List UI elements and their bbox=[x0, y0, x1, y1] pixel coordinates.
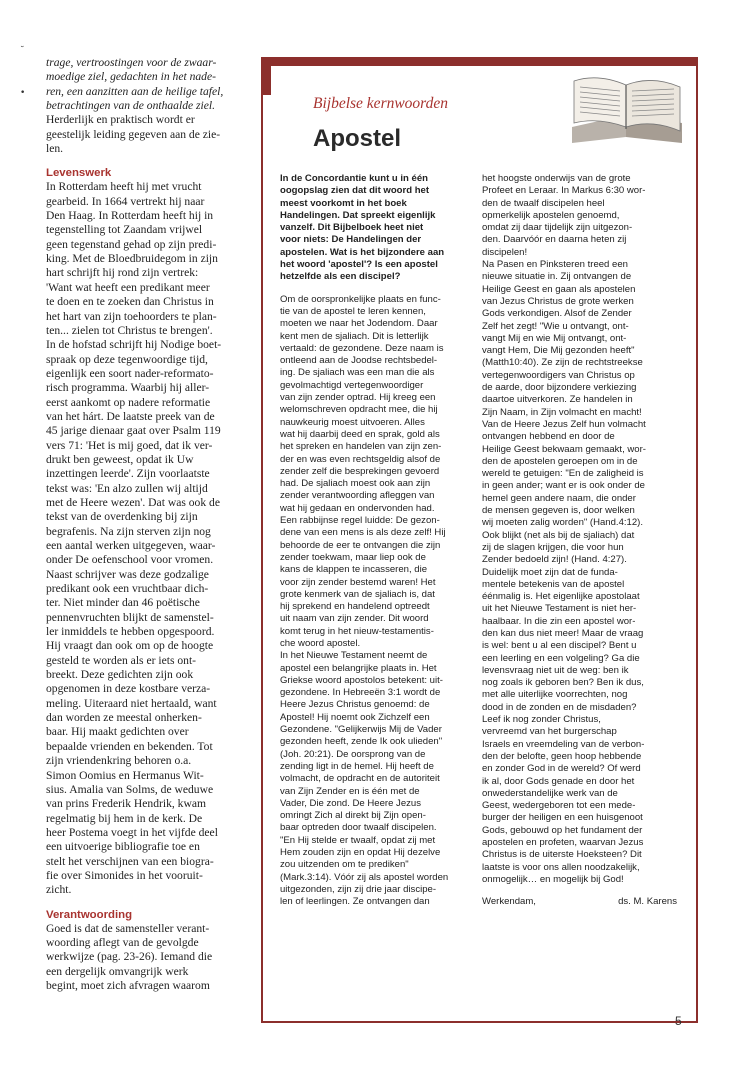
text-line: en zonder God in de wereld? Of werd bbox=[482, 763, 641, 775]
text-line: meest voorkomt in het boek bbox=[280, 197, 407, 209]
text-line: Gods, gebouwd op het fundament der bbox=[482, 824, 643, 836]
box-lead bbox=[280, 173, 466, 284]
text-line: werkwijze (pag. 23-26). Iemand die bbox=[46, 950, 213, 964]
text-line: In het Nieuwe Testament neemt de bbox=[280, 650, 428, 662]
open-bible-icon bbox=[568, 67, 686, 145]
text-line: het spreken en handelen van zijn zen- bbox=[280, 441, 442, 453]
text-line: ontleend aan de Joodse rechtsbedel- bbox=[280, 355, 438, 367]
text-line: tekst van de overdenking bij zijn bbox=[46, 510, 198, 524]
box-title: Apostel bbox=[313, 125, 402, 152]
text-line: zending ligt in de hemel. Hij heeft de bbox=[280, 760, 434, 772]
text-line: (Mark.3:14). Vóór zij als apostel worden bbox=[280, 871, 449, 883]
text-line: onder De oefenschool voor vromen. bbox=[46, 553, 214, 567]
text-line: tie van de apostel te leren kennen, bbox=[280, 305, 426, 317]
text-line: den de twaalf discipelen heel bbox=[482, 197, 605, 209]
text-line: zijn vriendenkring behoren o.a. bbox=[46, 754, 192, 768]
text-line: onmogelijk… en mogelijk bij God! bbox=[482, 873, 624, 885]
text-line: Herderlijk en praktisch wordt er bbox=[46, 113, 195, 127]
text-line: moeten we naar het Jodendom. Daar bbox=[280, 318, 438, 330]
text-line: stelt het verschijnen van een biogra- bbox=[46, 854, 214, 868]
text-line: Heilige Geest bekwaam gemaakt, wor- bbox=[482, 443, 646, 455]
text-line: vangt Mij en wie Mij ontvangt, ont- bbox=[482, 332, 627, 344]
text-line: wat hij gedaan en ondervonden had. bbox=[280, 502, 435, 514]
text-line: dan worden ze meestal onherken- bbox=[46, 711, 202, 725]
text-line: Simon Oomius en Hermanus Wit- bbox=[46, 768, 204, 782]
text-line: In de Concordantie kunt u in één bbox=[280, 173, 428, 184]
text-line: fie over Simonides in het vooruit- bbox=[46, 868, 203, 882]
text-line: met de Heere wezen'. Dat was ook de bbox=[46, 495, 220, 509]
text-line: 'Want wat heeft een predikant meer bbox=[46, 280, 210, 294]
text-line: haalbaar. In die zin een apostel wor- bbox=[482, 615, 636, 627]
text-line: vanzelf. Dit Bijbelboek heet niet bbox=[280, 222, 424, 234]
text-line: apostelen. Wat is het bijzondere aan bbox=[280, 246, 445, 258]
text-line: Heilige Geest en gaan als apostelen bbox=[482, 283, 636, 295]
text-line: vangt Hem, Die Mij gezonden heeft" bbox=[482, 345, 635, 357]
text-line: wat hij daarbij deed en sprak, gold als bbox=[280, 428, 440, 440]
text-line: In Rotterdam heeft hij met vrucht bbox=[46, 180, 202, 194]
text-line: gezonden heeft, zende Ik ook ulieden" bbox=[280, 736, 443, 748]
text-line: de aarde, door bijzondere verkiezing bbox=[482, 382, 637, 394]
text-line: hij sprekend en handelend optreedt bbox=[280, 601, 430, 613]
text-line: behoorde de eer te ontvangen die zijn bbox=[280, 539, 441, 551]
text-line: vertaald: de gezondene. Deze naam is bbox=[280, 342, 444, 354]
text-line: zender zelf die besprekingen gevoerd bbox=[280, 465, 440, 477]
box-column-2 bbox=[482, 173, 677, 909]
text-line: omringt Zich al direkt bij Zijn open- bbox=[280, 810, 426, 822]
text-line: breekt. Deze gedichten zijn ook bbox=[46, 668, 194, 682]
text-line: predikant ook een vruchtbaar dich- bbox=[46, 582, 209, 596]
box-column-1-body bbox=[280, 294, 466, 909]
text-line: Ook blijkt (net als bij de sjaliach) dat bbox=[482, 529, 635, 541]
text-line: Om de oorspronkelijke plaats en func- bbox=[280, 293, 441, 305]
text-line: ler inmiddels te hebben opgespoord. bbox=[46, 625, 215, 639]
text-line: dood in de zonden en de misdaden? bbox=[482, 701, 637, 713]
text-line: betrachtingen van de onthaalde ziel. bbox=[46, 99, 216, 113]
text-line: drukt ben geweest, opdat ik Uw bbox=[46, 452, 194, 466]
text-line: Handelingen. Dat spreekt eigenlijk bbox=[280, 209, 436, 221]
text-line: welomschreven opdracht mee, die hij bbox=[280, 404, 438, 416]
text-line: Den Haag. In Rotterdam heeft hij in bbox=[46, 209, 214, 223]
text-line: eigenlijk een soort nader-reformato- bbox=[46, 366, 214, 380]
text-line: tegenstelling tot Zaandam vrijwel bbox=[46, 223, 203, 237]
text-line: bepaalde vrienden en bekenden. Tot bbox=[46, 739, 213, 753]
text-line: spraak op deze tegenwoordige tijd, bbox=[46, 352, 208, 366]
text-line: tekst was: 'En alzo zullen wij altijd bbox=[46, 481, 208, 495]
text-line: is wel: bent u al een discipel? Bent u bbox=[482, 640, 637, 652]
text-line: een aantal werken uitgegeven, waar- bbox=[46, 539, 216, 552]
text-line: den kan dus niet meer! Maar de vraag bbox=[482, 627, 644, 639]
text-line: vertegenwoordigers van Christus op bbox=[482, 369, 635, 381]
text-line: opgenomen in deze kostbare verza- bbox=[46, 682, 211, 696]
text-line: baar. Hij maakt gedichten over bbox=[46, 725, 189, 739]
text-line: laatste is voor ons allen noodzakelijk, bbox=[482, 861, 640, 873]
text-line: te doen en te zoeken dan Christus in bbox=[46, 295, 214, 309]
text-line: In de hofstad schrijft hij Nodige boet- bbox=[46, 338, 222, 352]
box-side-accent bbox=[263, 59, 271, 95]
box-column-2-body bbox=[482, 173, 677, 886]
text-line: voor zijn zender bestemd waren! Het bbox=[280, 576, 436, 588]
text-line: meling. Uiteraard niet hertaald, want bbox=[46, 696, 217, 710]
text-line: Hem zouden zijn en opdat Hij dezelve bbox=[280, 847, 441, 859]
text-line: Van de Heere Jezus Zelf hun volmacht bbox=[482, 418, 646, 430]
text-line: mentele betekenis van de apostel bbox=[482, 578, 625, 590]
text-line: wij moeten zalig worden" (Hand.4:12). bbox=[482, 517, 643, 529]
text-line: Goed is dat de samensteller verant- bbox=[46, 921, 210, 935]
text-line: den. Daarvóór en daarna heten zij bbox=[482, 234, 627, 246]
intro-lines bbox=[46, 56, 250, 113]
text-line: het hoogste onderwijs van de grote bbox=[482, 173, 631, 184]
text-line: Christus is de uiterste Hoeksteen? Dit bbox=[482, 849, 642, 861]
text-line: levensvraag niet uit de weg: ben ik bbox=[482, 664, 629, 676]
bible-keywords-box bbox=[261, 57, 698, 1023]
text-line: de mensen gegeven is, door welken bbox=[482, 505, 635, 517]
intro-tail bbox=[46, 113, 250, 156]
text-line: geen tegenstand gehad op zijn predi- bbox=[46, 237, 217, 251]
text-line: vervreemd van het burgerschap bbox=[482, 726, 617, 738]
text-line: Israels en vreemdeling van de verbon- bbox=[482, 738, 645, 750]
text-line: discipelen! bbox=[482, 246, 528, 258]
text-line: Een rabbijnse regel luidde: De gezon- bbox=[280, 515, 440, 527]
text-line: uit naam van zijn zender. Dit woord bbox=[280, 613, 429, 625]
text-line: den der belofte, geen hoop hebbende bbox=[482, 750, 642, 762]
text-line: risch programma. Waarbij hij aller- bbox=[46, 381, 210, 395]
text-line: heer Postema voegt in het vijfde deel bbox=[46, 825, 218, 839]
text-line: ing. De sjaliach was een man die als bbox=[280, 367, 435, 379]
text-line: (Matth10:40). Ze zijn de rechtstreekse bbox=[482, 357, 643, 369]
text-line: een dergelijk omvangrijk werk bbox=[46, 964, 189, 978]
text-line: ik al, door Gods genade en door het bbox=[482, 775, 635, 787]
text-line: nieuwe situatie in. Zij ontvangen de bbox=[482, 271, 632, 283]
text-line: kans de klappen te incasseren, die bbox=[280, 564, 428, 576]
text-line: regelmatig bij hem in de kerk. De bbox=[46, 811, 203, 825]
text-line: van zijn zender optrad. Hij kreeg een bbox=[280, 392, 436, 404]
text-line: Gods verkondigen. Alsof de Zender bbox=[482, 308, 632, 320]
scan-mark: • bbox=[20, 88, 26, 98]
text-line: ten... zielen tot Christus te brengen'. bbox=[46, 323, 213, 337]
text-line: hemel geen andere naam, die onder bbox=[482, 492, 636, 504]
text-line: len. bbox=[46, 142, 64, 156]
text-line: sius. Amalia van Solms, de weduwe bbox=[46, 782, 214, 796]
text-line: zou uitzenden om te prediken" bbox=[280, 859, 409, 871]
text-line: uit het Nieuwe Testament is niet her- bbox=[482, 603, 637, 615]
text-line: Geest, wedergeboren tot een mede- bbox=[482, 800, 636, 812]
text-line: den de apostelen geroepen om in de bbox=[482, 455, 638, 467]
text-line: oogopslag zien dat dit woord het bbox=[280, 185, 430, 197]
text-line: zij de slagen krijgen, die voor hun bbox=[482, 541, 624, 553]
sign-name: ds. M. Karens bbox=[618, 896, 677, 908]
text-line: king. Met de Bloedbruidegom in zijn bbox=[46, 252, 218, 266]
text-line: kent men de sjaliach. Dit is letterlijk bbox=[280, 330, 429, 342]
text-line: Zelf het zegt! "Wie u ontvangt, ont- bbox=[482, 320, 629, 332]
page-number: 5 bbox=[675, 1014, 682, 1028]
text-line: volmacht, de opdracht en de autoriteit bbox=[280, 773, 440, 785]
text-line: (Joh. 20:21). De oorsprong van de bbox=[280, 748, 426, 760]
text-line: der en was even rechtsgeldig alsof de bbox=[280, 453, 441, 465]
text-line: grote kenmerk van de sjaliach is, dat bbox=[280, 588, 435, 600]
text-line: van Jezus Christus de grote werken bbox=[482, 295, 634, 307]
text-line: begint, moet zich afvragen waarom bbox=[46, 978, 210, 992]
text-line: len of leerlingen. Ze ontvangen dan bbox=[280, 896, 430, 908]
text-line: geestelijk leiding gegeven aan de zie- bbox=[46, 127, 221, 141]
text-line: apostelen en profeten, waarvan Jezus bbox=[482, 837, 644, 849]
text-line: omdat zij daar tijdelijk zijn uitgezon- bbox=[482, 222, 633, 234]
text-line: hetzelfde als een discipel? bbox=[280, 271, 401, 283]
text-line: Duidelijk moet zijn dat de funda- bbox=[482, 566, 618, 578]
text-line: Profeet en Leraar. In Markus 6:30 wor- bbox=[482, 185, 646, 197]
text-line: het hart van zijn toehoorders te plan- bbox=[46, 309, 217, 323]
text-line: Zender bedoeld zijn! (Hand. 4:27). bbox=[482, 554, 627, 566]
text-line: Heere Jezus Christus genoemd: de bbox=[280, 699, 430, 711]
text-line: vers 71: 'Het is mij goed, dat ik ver- bbox=[46, 438, 213, 452]
text-line: apostel een belangrijke plaats in. Het bbox=[280, 662, 437, 674]
text-line: het woord 'apostel'? Is een apostel bbox=[280, 259, 438, 271]
text-line: onwederstandelijke werk van de bbox=[482, 787, 618, 799]
text-line: trage, vertroostingen voor de zwaar- bbox=[46, 56, 217, 69]
text-line: zender verantwoording afleggen van bbox=[280, 490, 435, 502]
text-line: nog zoals ik geboren ben? Ben ik dus, bbox=[482, 677, 644, 689]
text-line: Gezondene. "Gelijkerwijs Mij de Vader bbox=[280, 724, 442, 736]
text-line: moedige ziel, gedachten in het nade- bbox=[46, 70, 216, 84]
text-line: wereld te getuigen: "En de zaligheid is bbox=[482, 468, 644, 480]
text-line: had. De sjaliach moest ook aan zijn bbox=[280, 478, 431, 490]
text-line: gesteld te worden als er iets ont- bbox=[46, 653, 197, 667]
text-line: daartoe uitverkoren. Ze handelen in bbox=[482, 394, 633, 406]
text-line: Na Pasen en Pinksteren treed een bbox=[482, 259, 628, 271]
text-line: inzettingen leerde'. Zijn voorlaatste bbox=[46, 467, 210, 481]
text-line: zender toekwam, maar liep ook de bbox=[280, 551, 426, 563]
text-line: met alle uiterlijke voorrechten, nog bbox=[482, 689, 628, 701]
text-line: gearbeid. In 1664 vertrekt hij naar bbox=[46, 194, 205, 208]
box-kicker: Bijbelse kernwoorden bbox=[313, 95, 449, 112]
verantwoording-body bbox=[46, 922, 250, 994]
text-line: eerst aankomt op nadere reformatie bbox=[46, 395, 211, 409]
text-line: uitgezonden, zijn zij drie jaar discipe- bbox=[280, 883, 437, 895]
signature bbox=[482, 896, 677, 908]
text-line: zicht. bbox=[46, 883, 72, 897]
levenswerk-heading: Levenswerk bbox=[46, 167, 112, 180]
text-line: ter. Niet minder dan 46 poëtische bbox=[46, 596, 200, 610]
text-line: éénmalig is. Het eigenlijke apostolaat bbox=[482, 591, 640, 603]
text-line: che woord apostel. bbox=[280, 637, 361, 649]
text-line: ontvangen hebbend en door de bbox=[482, 431, 615, 443]
text-line: burger der heiligen en een huisgenoot bbox=[482, 812, 643, 824]
sign-place: Werkendam, bbox=[482, 896, 536, 908]
text-line: Leef ik nog zonder Christus, bbox=[482, 714, 601, 726]
text-line: Hij vraagt dan ook om op de hoogte bbox=[46, 639, 214, 653]
text-line: "En Hij stelde er twaalf, opdat zij met bbox=[280, 834, 436, 846]
text-line: Vader, Die zond. De Heere Jezus bbox=[280, 797, 421, 809]
text-line: van het hárt. De laatste preek van de bbox=[46, 409, 215, 423]
text-line: woording aflegt van de gevolgde bbox=[46, 935, 199, 949]
text-line: pennenvruchten blijkt de samenstel- bbox=[46, 610, 214, 624]
text-line: Griekse woord apostolos betekent: uit- bbox=[280, 674, 443, 686]
text-line: baar optreden door twaalf discipelen. bbox=[280, 822, 437, 834]
text-line: van prins Frederik Hendrik, kwam bbox=[46, 797, 207, 811]
text-line: Zijn Naam, in Zijn volmacht en macht! bbox=[482, 406, 642, 418]
left-article-column bbox=[46, 56, 250, 993]
box-column-1 bbox=[280, 173, 466, 909]
text-line: komt terug in het nieuw-testamentis- bbox=[280, 625, 434, 637]
text-line: een leerling en een volgeling? Ga die bbox=[482, 652, 640, 664]
text-line: begrafenis. Na zijn sterven zijn nog bbox=[46, 524, 211, 538]
verantwoording-heading: Verantwoording bbox=[46, 908, 133, 921]
text-line: ren, een aanzitten aan de heilige tafel, bbox=[46, 84, 224, 98]
text-line: opmerkelijk apostelen genoemd, bbox=[482, 209, 620, 221]
scan-mark: ˘ bbox=[20, 46, 25, 56]
text-line: Apostel! Hij noemt ook Zichzelf een bbox=[280, 711, 430, 723]
text-line: dene van een mens is als deze zelf! Hij bbox=[280, 527, 446, 539]
text-line: 45 jarige dienaar gaat over Psalm 119 bbox=[46, 424, 221, 438]
box-top-bar bbox=[263, 59, 696, 66]
text-line: Naast schrijver was deze godzalige bbox=[46, 567, 209, 581]
text-line: nauwkeurig moest uitvoeren. Alles bbox=[280, 416, 425, 428]
text-line: hart schrijft hij rond zijn vertrek: bbox=[46, 266, 199, 280]
text-line: gevolmachtigd vertegenwoordiger bbox=[280, 379, 424, 391]
text-line: van Zijn Zender en is één met de bbox=[280, 785, 420, 797]
levenswerk-body bbox=[46, 180, 250, 897]
text-line: in geen ander; want er is ook onder de bbox=[482, 480, 645, 492]
text-line: voor niets: De Handelingen der bbox=[280, 234, 422, 246]
text-line: een uitvoerige bibliografie toe en bbox=[46, 840, 200, 854]
text-line: gezondene. In Hebreeën 3:1 wordt de bbox=[280, 687, 441, 699]
